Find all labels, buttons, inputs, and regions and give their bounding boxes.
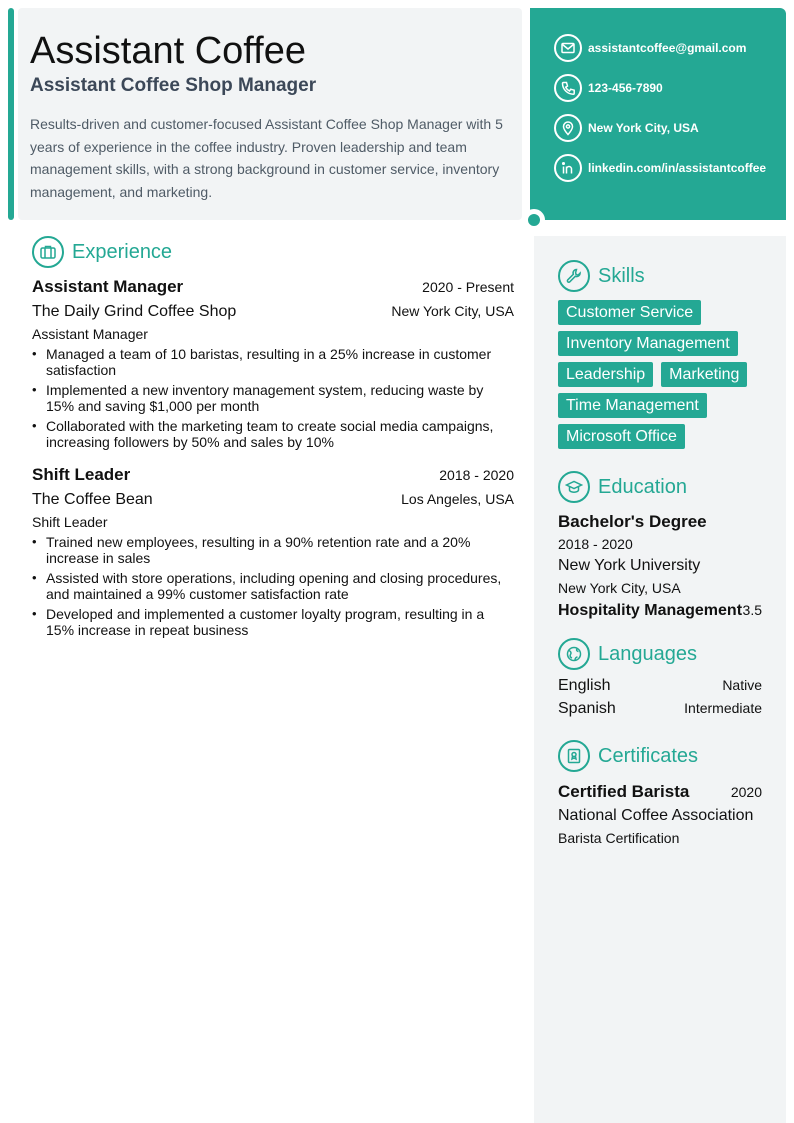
- linkedin-text: linkedin.com/in/assistantcoffee: [588, 161, 767, 175]
- phone-text: 123-456-7890: [588, 81, 663, 95]
- contact-location: [554, 112, 699, 144]
- company-name: The Coffee Bean: [32, 491, 153, 508]
- bullet-item: • Managed a team of 10 baristas, resulting in a 25% increase in customer satisfaction: [46, 346, 514, 378]
- skill-tag: Microsoft Office: [558, 424, 685, 449]
- job-role: Shift Leader: [32, 514, 108, 530]
- contact-phone[interactable]: [554, 72, 663, 104]
- job-role: Assistant Manager: [32, 326, 148, 342]
- bullet-item: • Developed and implemented a customer loyalty program, resulting in a 15% increase in repeat business: [46, 606, 514, 638]
- decorative-dot: [523, 209, 545, 231]
- skill-tag: Marketing: [661, 362, 747, 387]
- school-location: New York City, USA: [558, 580, 681, 596]
- job-location: Los Angeles, USA: [401, 491, 514, 507]
- location-pin-icon: [554, 114, 582, 142]
- job-dates: 2020 - Present: [422, 279, 514, 295]
- candidate-name: Assistant Coffee: [30, 30, 307, 72]
- education-entry: [558, 511, 762, 622]
- bullet-item: • Implemented a new inventory management system, reducing waste by 15% and saving $1,000 per month: [46, 382, 514, 414]
- linkedin-icon: [554, 154, 582, 182]
- language-name: Spanish: [558, 700, 616, 717]
- bullet-item: • Trained new employees, resulting in a 90% retention rate and a 20% increase in sales: [46, 534, 514, 566]
- language-name: English: [558, 677, 611, 694]
- languages-title: Languages: [598, 642, 697, 665]
- skill-tag: Leadership: [558, 362, 653, 387]
- mail-icon: [554, 34, 582, 62]
- contact-panel: [530, 8, 786, 220]
- certificates-title: Certificates: [598, 744, 699, 767]
- school-name: New York University: [558, 557, 701, 574]
- accent-bar: [8, 8, 14, 220]
- language-row: [558, 700, 762, 718]
- bullet-item: • Collaborated with the marketing team to create social media campaigns, increasing followers by 50% and sales by 10%: [46, 418, 514, 450]
- skill-tag: Customer Service: [558, 300, 701, 325]
- education-title: Education: [598, 475, 687, 498]
- contact-linkedin[interactable]: [554, 152, 766, 184]
- certificate-entry: [558, 780, 762, 850]
- phone-icon: [554, 74, 582, 102]
- degree: Bachelor's Degree: [558, 512, 707, 531]
- language-level: Intermediate: [684, 700, 762, 716]
- job-title: Assistant Manager: [32, 277, 184, 296]
- skill-tag: Inventory Management: [558, 331, 738, 356]
- email-text: assistantcoffee@gmail.com: [588, 41, 747, 55]
- job-title: Shift Leader: [32, 465, 131, 484]
- briefcase-icon: [32, 236, 64, 268]
- candidate-title: Assistant Coffee Shop Manager: [30, 75, 317, 96]
- skill-tag: Time Management: [558, 393, 707, 418]
- certificate-year: 2020: [730, 784, 762, 800]
- experience-heading: [32, 236, 172, 268]
- skills-heading: [558, 260, 645, 292]
- skills-list: [558, 300, 768, 449]
- languages-heading: [558, 638, 697, 670]
- location-text: New York City, USA: [588, 121, 699, 135]
- language-row: [558, 677, 762, 695]
- bullet-item: • Assisted with store operations, including opening and closing procedures, and maintained a 99% customer satisfaction rate: [46, 570, 514, 602]
- skills-title: Skills: [598, 264, 645, 287]
- job-location: New York City, USA: [391, 303, 514, 319]
- certificate-issuer: National Coffee Association: [558, 807, 754, 824]
- company-name: The Daily Grind Coffee Shop: [32, 303, 237, 320]
- job-entry-2: [32, 463, 514, 642]
- certificate-book-icon: [558, 740, 590, 772]
- globe-icon: [558, 638, 590, 670]
- job-bullets: [32, 534, 514, 638]
- field-of-study: Hospitality Management: [558, 602, 743, 619]
- graduation-cap-icon: [558, 471, 590, 503]
- wrench-icon: [558, 260, 590, 292]
- language-level: Native: [722, 677, 762, 693]
- summary: Results-driven and customer-focused Assistant Coffee Shop Manager with 5 years of experience in the coffee industry. Proven leadership and team management skills, with a strong background in customer service, inventory management, and marketing.: [30, 116, 503, 200]
- gpa: 3.5: [742, 602, 762, 618]
- job-dates: 2018 - 2020: [439, 467, 514, 483]
- education-dates: 2018 - 2020: [558, 536, 633, 552]
- experience-title: Experience: [72, 240, 173, 263]
- job-bullets: [32, 346, 514, 450]
- certificates-heading: [558, 740, 698, 772]
- job-entry-1: [32, 275, 514, 454]
- certificate-description: Barista Certification: [558, 830, 680, 846]
- education-heading: [558, 471, 687, 503]
- contact-email[interactable]: [554, 32, 746, 64]
- certificate-name: Certified Barista: [558, 782, 690, 801]
